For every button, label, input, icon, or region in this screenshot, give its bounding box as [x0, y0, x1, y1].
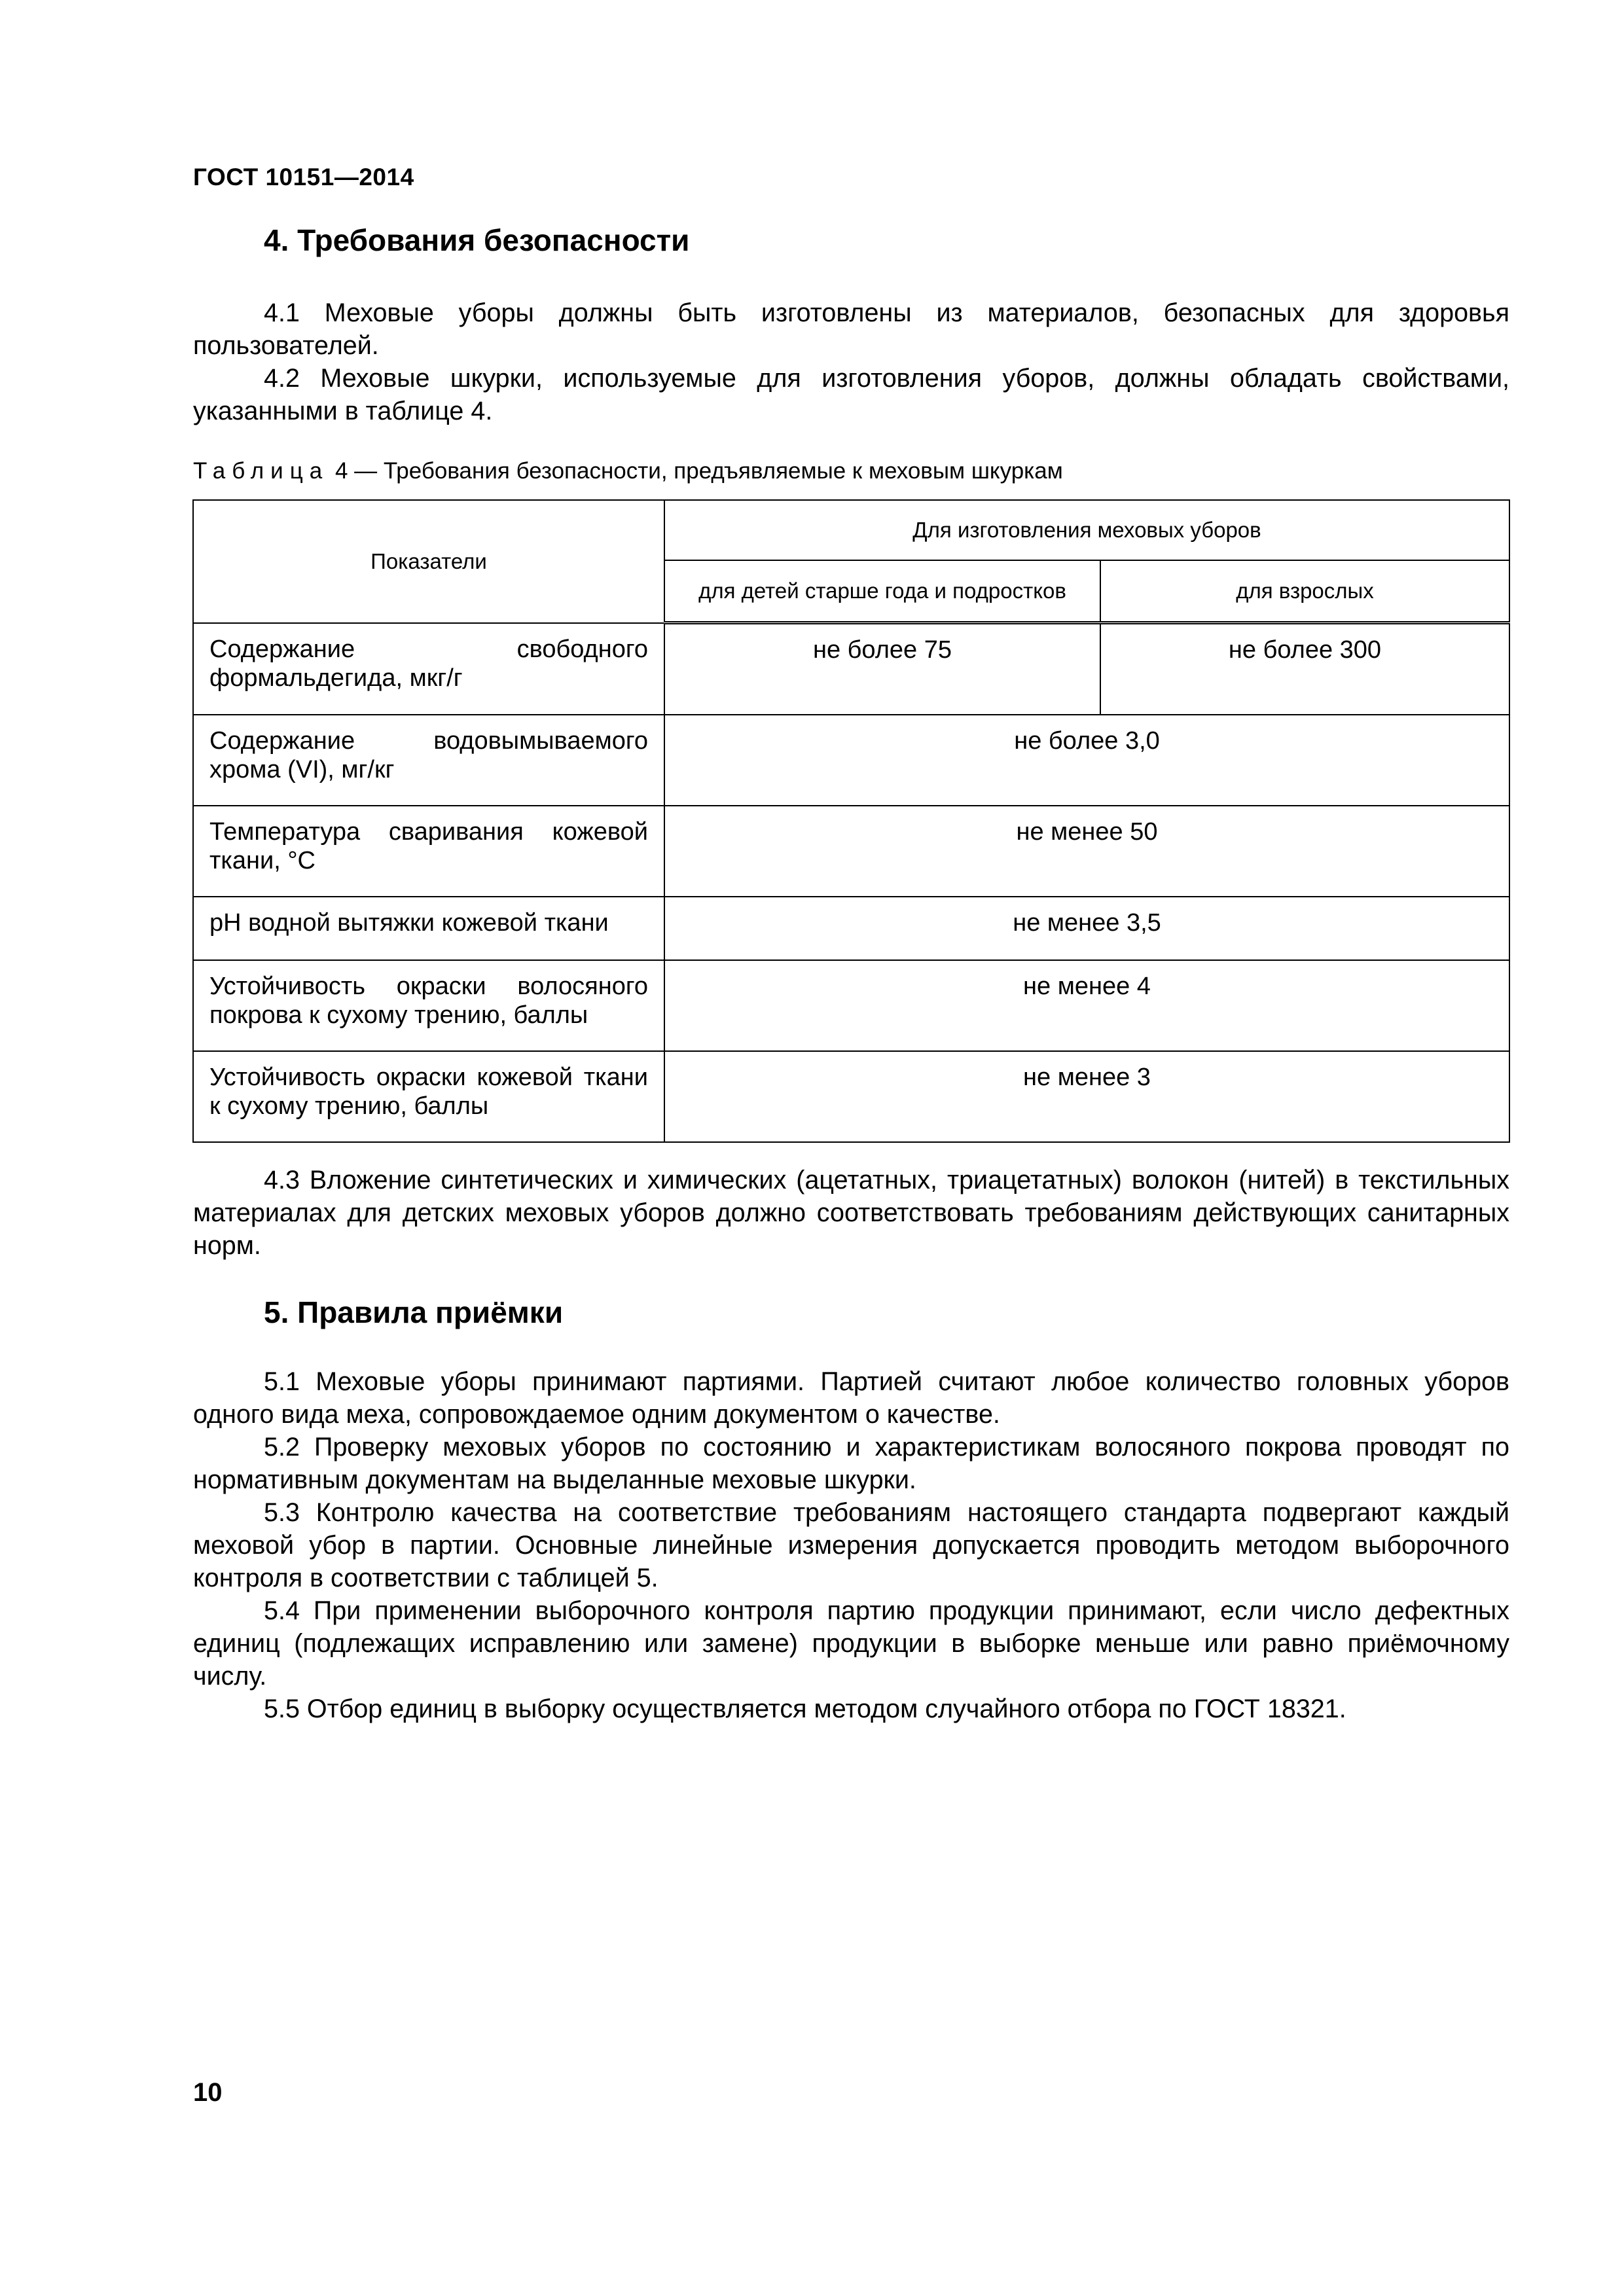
- section-4-title: 4. Требования безопасности: [264, 223, 690, 257]
- page-number: 10: [193, 2078, 223, 2107]
- value-cell-children: не более 75: [664, 623, 1100, 715]
- value-cell: не менее 50: [664, 806, 1509, 897]
- paragraph-5-4: 5.4 При применении выборочного контроля партию продукции принимают, если число дефектных единиц (подлежащих исправлению или замене) продукции в выборке меньше или равно приёмочному числу.: [193, 1596, 1509, 1691]
- indicator-cell: рН водной вытяжки кожевой ткани: [193, 897, 664, 960]
- value-cell: не менее 3: [664, 1051, 1509, 1142]
- header-adults: для взрослых: [1100, 560, 1509, 623]
- indicator-cell: Устойчивость окраски кожевой ткани к сухому трению, баллы: [193, 1051, 664, 1142]
- table-row: [193, 897, 1509, 960]
- value-cell-adults: не более 300: [1100, 623, 1509, 715]
- section-5-body: [193, 1365, 1509, 1725]
- header-indicators: Показатели: [193, 500, 664, 623]
- paragraph-4-3: 4.3 Вложение синтетических и химических (ацетатных, триацетатных) волокон (нитей) в текстильных материалах для детских меховых уборов должно соответствовать требованиям действующих санитарных норм.: [193, 1166, 1509, 1260]
- table-row: [193, 1051, 1509, 1142]
- paragraph-5-1: 5.1 Меховые уборы принимают партиями. Партией считают любое количество головных уборов одного вида меха, сопровождаемое одним документом о качестве.: [193, 1367, 1509, 1429]
- paragraph-5-3: 5.3 Контролю качества на соответствие требованиям настоящего стандарта подвергают каждый меховой убор в партии. Основные линейные измерения допускается проводить методом выборочного контроля в соответствии с таблицей 5.: [193, 1498, 1509, 1592]
- paragraph-5-2: 5.2 Проверку меховых уборов по состоянию и характеристикам волосяного покрова проводят по нормативным документам на выделанные меховые шкурки.: [193, 1433, 1509, 1494]
- table-row: [193, 960, 1509, 1051]
- header-children: для детей старше года и подростков: [664, 560, 1100, 623]
- table-row: [193, 715, 1509, 806]
- table-caption-label: Таблица: [193, 458, 329, 484]
- section-4-intro: [193, 296, 1509, 427]
- section-4-closing: [193, 1164, 1509, 1262]
- paragraph-4-1: 4.1 Меховые уборы должны быть изготовлены из материалов, безопасных для здоровья пользователей.: [193, 298, 1509, 360]
- paragraph-4-2: 4.2 Меховые шкурки, используемые для изготовления уборов, должны обладать свойствами, указанными в таблице 4.: [193, 364, 1509, 425]
- safety-requirements-table: [192, 499, 1510, 1143]
- indicator-cell: Устойчивость окраски волосяного покрова к сухому трению, баллы: [193, 960, 664, 1051]
- paragraph-5-5: 5.5 Отбор единиц в выборку осуществляется методом случайного отбора по ГОСТ 18321.: [264, 1695, 1346, 1723]
- table-4-caption: [193, 458, 1063, 484]
- indicator-cell: Температура сваривания кожевой ткани, °С: [193, 806, 664, 897]
- table-row: [193, 623, 1509, 715]
- table-caption-text: 4 — Требования безопасности, предъявляемые к меховым шкуркам: [334, 458, 1063, 484]
- header-group: Для изготовления меховых уборов: [664, 500, 1509, 560]
- value-cell: не более 3,0: [664, 715, 1509, 806]
- value-cell: не менее 4: [664, 960, 1509, 1051]
- indicator-cell: Содержание водовымываемого хрома (VI), мг/кг: [193, 715, 664, 806]
- document-code: ГОСТ 10151—2014: [193, 164, 414, 190]
- section-5-title: 5. Правила приёмки: [264, 1295, 564, 1329]
- value-cell: не менее 3,5: [664, 897, 1509, 960]
- table-row: [193, 806, 1509, 897]
- indicator-cell: Содержание свободного формальдегида, мкг/г: [193, 623, 664, 715]
